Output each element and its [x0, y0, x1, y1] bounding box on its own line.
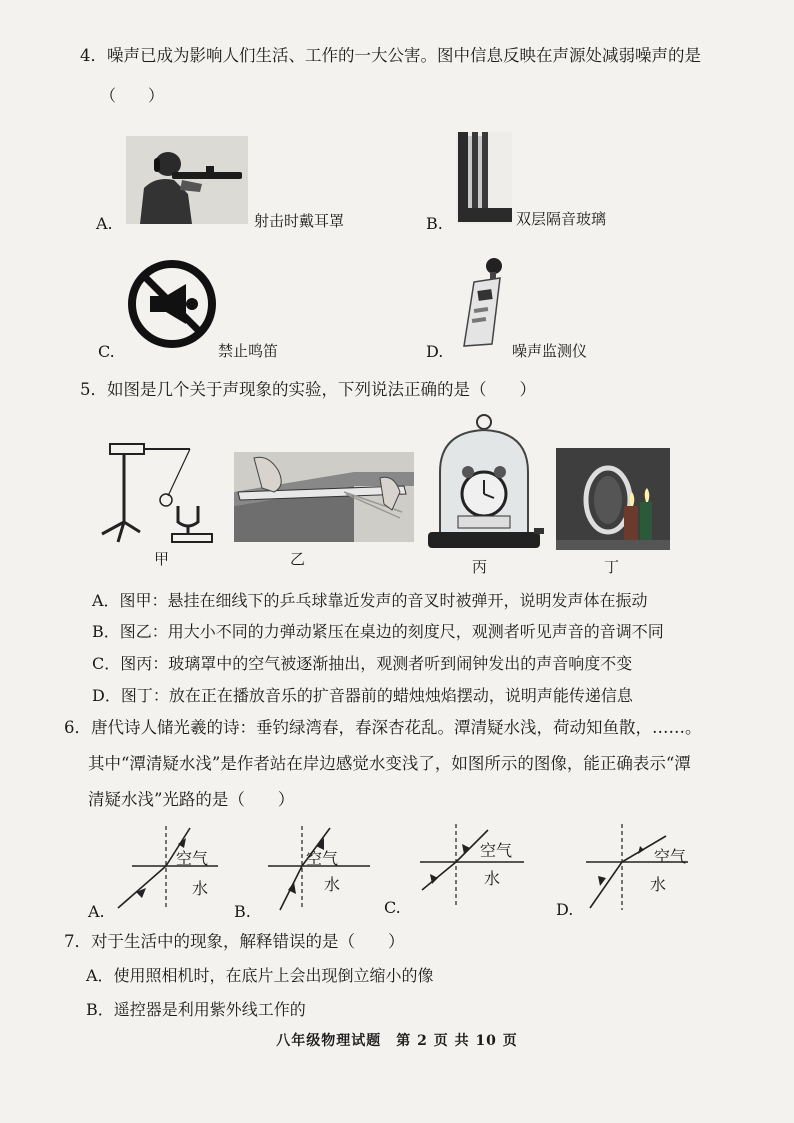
figure-label-jia: 甲 [154, 550, 170, 568]
figure-label-ding: 丁 [604, 558, 620, 576]
q4-option-d-letter: D. [426, 342, 444, 361]
figure-label-bing: 丙 [472, 558, 488, 576]
page-footer: 八年级物理试题 第 2 页 共 10 页 [276, 1033, 518, 1049]
no-honking-sign-icon [126, 258, 218, 350]
tuning-fork-figure [96, 430, 222, 544]
q5-stem: 5．如图是几个关于声现象的实验，下列说法正确的是（ ） [80, 380, 536, 399]
q4-blank: （ ） [100, 86, 165, 105]
q4-option-d-caption: 噪声监测仪 [512, 342, 588, 360]
q7-stem: 7．对于生活中的现象，解释错误的是（ ） [64, 932, 405, 951]
q7-option-b: B．遥控器是利用紫外线工作的 [86, 1000, 306, 1019]
q4-option-a-letter: A. [96, 214, 113, 233]
q6-line2: 其中“潭清疑水浅”是作者站在岸边感觉水变浅了，如图所示的图像，能正确表示“潭 [88, 754, 691, 773]
refraction-diagram-c [412, 822, 532, 910]
q6-option-d: D. [556, 900, 574, 919]
q7-option-a: A．使用照相机时，在底片上会出现倒立缩小的像 [86, 966, 434, 985]
q5-option-d: D．图丁：放在正在播放音乐的扩音器前的蜡烛烛焰摆动，说明声能传递信息 [92, 686, 633, 705]
q5-option-a: A．图甲：悬挂在细线下的乒乓球靠近发声的音叉时被弹开，说明发声体在振动 [92, 591, 648, 610]
q6-b-air-label: 空气 [306, 849, 339, 868]
q4-stem: 4．噪声已成为影响人们生活、工作的一大公害。图中信息反映在声源处减弱噪声的是 [80, 46, 701, 65]
q4-option-b-letter: B. [426, 214, 443, 233]
q6-a-water-label: 水 [192, 879, 209, 898]
q5-option-b: B．图乙：用大小不同的力弹动紧压在桌边的刻度尺，观测者听见声音的音调不同 [92, 622, 664, 641]
q6-line1: 6．唐代诗人储光羲的诗：垂钓绿湾春，春深杏花乱。潭清疑水浅，荷动知鱼散，……。 [64, 718, 702, 737]
q6-c-water-label: 水 [484, 869, 501, 888]
shooter-earmuffs-photo [126, 136, 248, 224]
q4-option-a-caption: 射击时戴耳罩 [254, 212, 345, 230]
q6-option-c: C. [384, 898, 401, 917]
bell-jar-alarm-clock-photo [424, 412, 544, 552]
refraction-diagram-d [584, 822, 704, 912]
speaker-candle-photo [556, 448, 670, 550]
ruler-on-table-photo [234, 452, 414, 542]
q6-b-water-label: 水 [324, 875, 341, 894]
q6-d-air-label: 空气 [654, 847, 687, 866]
double-glass-photo [456, 132, 512, 224]
q4-option-c-letter: C. [98, 342, 115, 361]
q6-c-air-label: 空气 [480, 841, 513, 860]
q5-option-c: C．图丙：玻璃罩中的空气被逐渐抽出，观测者听到闹钟发出的声音响度不变 [92, 654, 633, 673]
figure-label-yi: 乙 [290, 550, 306, 568]
q4-option-c-caption: 禁止鸣笛 [218, 342, 279, 360]
q4-option-b-caption: 双层隔音玻璃 [516, 210, 607, 228]
noise-meter-photo [456, 256, 506, 348]
q6-a-air-label: 空气 [176, 849, 209, 868]
q6-d-water-label: 水 [650, 875, 667, 894]
q6-line3: 清疑水浅”光路的是（ ） [88, 790, 295, 809]
q6-option-b: B. [234, 902, 251, 921]
q6-option-a: A. [88, 902, 105, 921]
